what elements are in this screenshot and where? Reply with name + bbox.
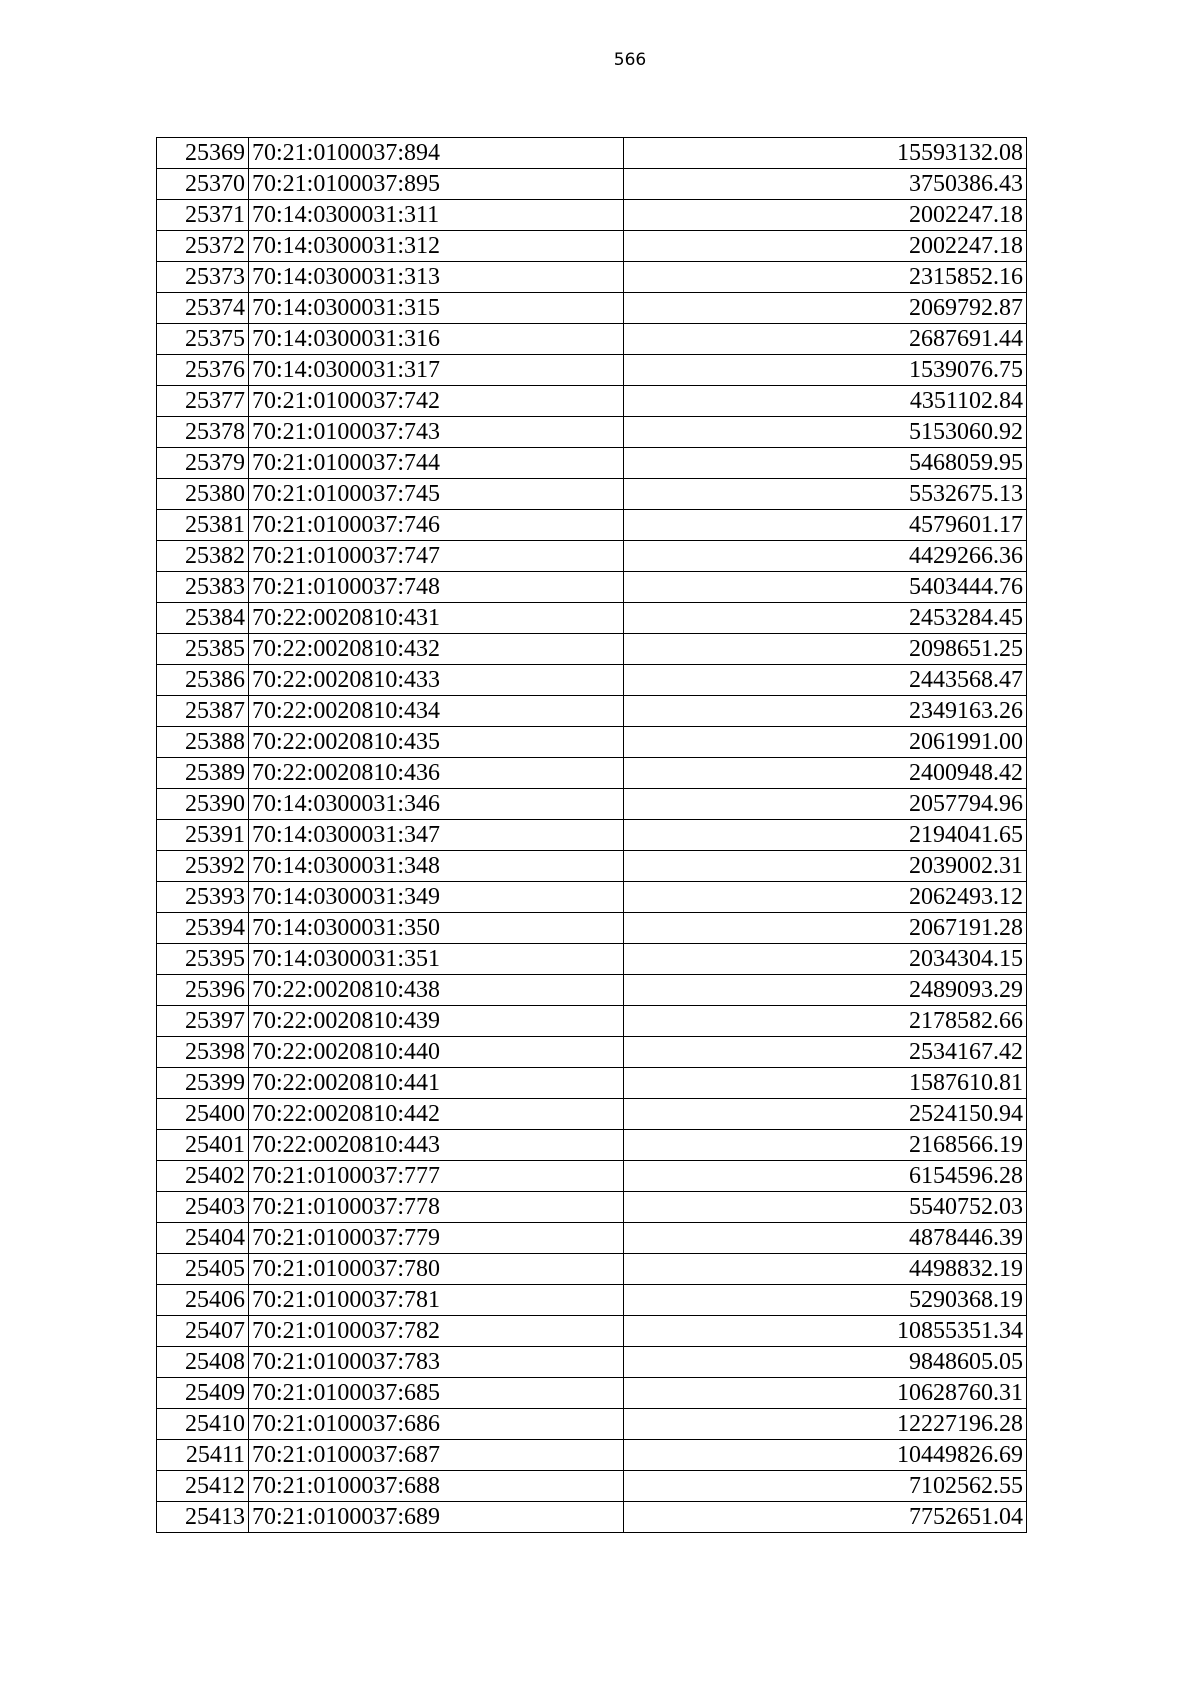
value-cell: 2168566.19 [624, 1130, 1027, 1161]
row-number-cell: 25399 [157, 1068, 249, 1099]
value-cell: 2069792.87 [624, 293, 1027, 324]
table-row [157, 1099, 1027, 1130]
value-cell: 5153060.92 [624, 417, 1027, 448]
table-row [157, 1161, 1027, 1192]
cadastral-number-cell: 70:21:0100037:783 [249, 1347, 624, 1378]
row-number-cell: 25408 [157, 1347, 249, 1378]
row-number-cell: 25387 [157, 696, 249, 727]
value-cell: 2062493.12 [624, 882, 1027, 913]
cadastral-number-cell: 70:21:0100037:743 [249, 417, 624, 448]
value-cell: 2524150.94 [624, 1099, 1027, 1130]
value-cell: 1539076.75 [624, 355, 1027, 386]
table-row [157, 417, 1027, 448]
value-cell: 2002247.18 [624, 200, 1027, 231]
row-number-cell: 25410 [157, 1409, 249, 1440]
row-number-cell: 25378 [157, 417, 249, 448]
table-row [157, 231, 1027, 262]
row-number-cell: 25394 [157, 913, 249, 944]
page-number: 566 [613, 50, 647, 70]
value-cell: 5290368.19 [624, 1285, 1027, 1316]
value-cell: 2039002.31 [624, 851, 1027, 882]
value-cell: 2098651.25 [624, 634, 1027, 665]
row-number-cell: 25373 [157, 262, 249, 293]
value-cell: 12227196.28 [624, 1409, 1027, 1440]
value-cell: 2034304.15 [624, 944, 1027, 975]
value-cell: 4498832.19 [624, 1254, 1027, 1285]
row-number-cell: 25374 [157, 293, 249, 324]
table-row [157, 355, 1027, 386]
value-cell: 2453284.45 [624, 603, 1027, 634]
table-row [157, 758, 1027, 789]
value-cell: 2002247.18 [624, 231, 1027, 262]
row-number-cell: 25393 [157, 882, 249, 913]
cadastral-number-cell: 70:21:0100037:894 [249, 138, 624, 169]
row-number-cell: 25402 [157, 1161, 249, 1192]
cadastral-number-cell: 70:14:0300031:348 [249, 851, 624, 882]
cadastral-number-cell: 70:21:0100037:781 [249, 1285, 624, 1316]
value-cell: 2061991.00 [624, 727, 1027, 758]
value-cell: 1587610.81 [624, 1068, 1027, 1099]
row-number-cell: 25388 [157, 727, 249, 758]
value-cell: 7752651.04 [624, 1502, 1027, 1533]
table-row [157, 1378, 1027, 1409]
row-number-cell: 25384 [157, 603, 249, 634]
table-row [157, 820, 1027, 851]
table-row [157, 510, 1027, 541]
table-row [157, 634, 1027, 665]
cadastral-number-cell: 70:14:0300031:315 [249, 293, 624, 324]
cadastral-number-cell: 70:21:0100037:746 [249, 510, 624, 541]
table-row [157, 200, 1027, 231]
row-number-cell: 25403 [157, 1192, 249, 1223]
table-row [157, 696, 1027, 727]
cadastral-number-cell: 70:21:0100037:742 [249, 386, 624, 417]
row-number-cell: 25375 [157, 324, 249, 355]
cadastral-number-cell: 70:14:0300031:346 [249, 789, 624, 820]
row-number-cell: 25396 [157, 975, 249, 1006]
cadastral-number-cell: 70:21:0100037:779 [249, 1223, 624, 1254]
value-cell: 5532675.13 [624, 479, 1027, 510]
table-row [157, 882, 1027, 913]
value-cell: 4351102.84 [624, 386, 1027, 417]
table-row [157, 541, 1027, 572]
table-row [157, 293, 1027, 324]
cadastral-number-cell: 70:21:0100037:685 [249, 1378, 624, 1409]
cadastral-number-cell: 70:22:0020810:442 [249, 1099, 624, 1130]
table-row [157, 1037, 1027, 1068]
row-number-cell: 25413 [157, 1502, 249, 1533]
table-row [157, 1223, 1027, 1254]
value-cell: 10628760.31 [624, 1378, 1027, 1409]
cadastral-number-cell: 70:22:0020810:440 [249, 1037, 624, 1068]
row-number-cell: 25382 [157, 541, 249, 572]
cadastral-number-cell: 70:21:0100037:747 [249, 541, 624, 572]
cadastral-number-cell: 70:21:0100037:748 [249, 572, 624, 603]
table-row [157, 1347, 1027, 1378]
cadastral-number-cell: 70:14:0300031:350 [249, 913, 624, 944]
value-cell: 10855351.34 [624, 1316, 1027, 1347]
row-number-cell: 25401 [157, 1130, 249, 1161]
value-cell: 5403444.76 [624, 572, 1027, 603]
cadastral-number-cell: 70:14:0300031:347 [249, 820, 624, 851]
value-cell: 2178582.66 [624, 1006, 1027, 1037]
cadastral-number-cell: 70:14:0300031:316 [249, 324, 624, 355]
row-number-cell: 25404 [157, 1223, 249, 1254]
table-row [157, 1316, 1027, 1347]
row-number-cell: 25398 [157, 1037, 249, 1068]
table-row [157, 665, 1027, 696]
cadastral-number-cell: 70:14:0300031:311 [249, 200, 624, 231]
value-cell: 2489093.29 [624, 975, 1027, 1006]
row-number-cell: 25407 [157, 1316, 249, 1347]
table-row [157, 603, 1027, 634]
row-number-cell: 25405 [157, 1254, 249, 1285]
cadastral-number-cell: 70:21:0100037:895 [249, 169, 624, 200]
table-row [157, 1254, 1027, 1285]
cadastral-number-cell: 70:22:0020810:431 [249, 603, 624, 634]
table-row [157, 448, 1027, 479]
cadastral-number-cell: 70:21:0100037:687 [249, 1440, 624, 1471]
cadastral-number-cell: 70:21:0100037:744 [249, 448, 624, 479]
table-row [157, 169, 1027, 200]
cadastral-number-cell: 70:22:0020810:438 [249, 975, 624, 1006]
row-number-cell: 25392 [157, 851, 249, 882]
row-number-cell: 25376 [157, 355, 249, 386]
table-row [157, 851, 1027, 882]
cadastral-number-cell: 70:21:0100037:689 [249, 1502, 624, 1533]
row-number-cell: 25412 [157, 1471, 249, 1502]
cadastral-number-cell: 70:22:0020810:433 [249, 665, 624, 696]
row-number-cell: 25386 [157, 665, 249, 696]
cadastral-number-cell: 70:22:0020810:434 [249, 696, 624, 727]
value-cell: 2067191.28 [624, 913, 1027, 944]
table-row [157, 572, 1027, 603]
table-row [157, 1502, 1027, 1533]
row-number-cell: 25380 [157, 479, 249, 510]
table-row [157, 1471, 1027, 1502]
row-number-cell: 25411 [157, 1440, 249, 1471]
table-row [157, 1130, 1027, 1161]
cadastral-number-cell: 70:14:0300031:317 [249, 355, 624, 386]
row-number-cell: 25379 [157, 448, 249, 479]
cadastral-value-table [156, 137, 1027, 1533]
row-number-cell: 25371 [157, 200, 249, 231]
row-number-cell: 25381 [157, 510, 249, 541]
cadastral-number-cell: 70:22:0020810:432 [249, 634, 624, 665]
table-row [157, 1285, 1027, 1316]
cadastral-number-cell: 70:22:0020810:443 [249, 1130, 624, 1161]
cadastral-number-cell: 70:14:0300031:312 [249, 231, 624, 262]
value-cell: 2687691.44 [624, 324, 1027, 355]
cadastral-number-cell: 70:22:0020810:435 [249, 727, 624, 758]
row-number-cell: 25377 [157, 386, 249, 417]
value-cell: 15593132.08 [624, 138, 1027, 169]
table-row [157, 479, 1027, 510]
row-number-cell: 25390 [157, 789, 249, 820]
row-number-cell: 25385 [157, 634, 249, 665]
row-number-cell: 25397 [157, 1006, 249, 1037]
row-number-cell: 25369 [157, 138, 249, 169]
row-number-cell: 25372 [157, 231, 249, 262]
table-row [157, 975, 1027, 1006]
value-cell: 6154596.28 [624, 1161, 1027, 1192]
table-row [157, 1409, 1027, 1440]
cadastral-number-cell: 70:22:0020810:439 [249, 1006, 624, 1037]
cadastral-number-cell: 70:14:0300031:351 [249, 944, 624, 975]
table-row [157, 324, 1027, 355]
row-number-cell: 25400 [157, 1099, 249, 1130]
value-cell: 7102562.55 [624, 1471, 1027, 1502]
row-number-cell: 25391 [157, 820, 249, 851]
value-cell: 4579601.17 [624, 510, 1027, 541]
cadastral-number-cell: 70:21:0100037:777 [249, 1161, 624, 1192]
value-cell: 4878446.39 [624, 1223, 1027, 1254]
cadastral-number-cell: 70:21:0100037:782 [249, 1316, 624, 1347]
row-number-cell: 25383 [157, 572, 249, 603]
table-row [157, 1006, 1027, 1037]
value-cell: 2349163.26 [624, 696, 1027, 727]
cadastral-number-cell: 70:21:0100037:745 [249, 479, 624, 510]
value-cell: 5468059.95 [624, 448, 1027, 479]
row-number-cell: 25409 [157, 1378, 249, 1409]
row-number-cell: 25370 [157, 169, 249, 200]
cadastral-number-cell: 70:21:0100037:686 [249, 1409, 624, 1440]
value-cell: 2315852.16 [624, 262, 1027, 293]
table-body [157, 138, 1027, 1533]
row-number-cell: 25395 [157, 944, 249, 975]
value-cell: 2057794.96 [624, 789, 1027, 820]
value-cell: 5540752.03 [624, 1192, 1027, 1223]
cadastral-number-cell: 70:14:0300031:313 [249, 262, 624, 293]
row-number-cell: 25389 [157, 758, 249, 789]
cadastral-number-cell: 70:21:0100037:688 [249, 1471, 624, 1502]
cadastral-number-cell: 70:21:0100037:778 [249, 1192, 624, 1223]
table-row [157, 789, 1027, 820]
table-row [157, 1440, 1027, 1471]
table-row [157, 1068, 1027, 1099]
value-cell: 2194041.65 [624, 820, 1027, 851]
cadastral-number-cell: 70:14:0300031:349 [249, 882, 624, 913]
table-row [157, 262, 1027, 293]
table-row [157, 138, 1027, 169]
table-row [157, 1192, 1027, 1223]
table-row [157, 386, 1027, 417]
table-row [157, 944, 1027, 975]
value-cell: 9848605.05 [624, 1347, 1027, 1378]
value-cell: 2443568.47 [624, 665, 1027, 696]
table-row [157, 727, 1027, 758]
cadastral-number-cell: 70:22:0020810:441 [249, 1068, 624, 1099]
value-cell: 3750386.43 [624, 169, 1027, 200]
row-number-cell: 25406 [157, 1285, 249, 1316]
value-cell: 2400948.42 [624, 758, 1027, 789]
cadastral-number-cell: 70:22:0020810:436 [249, 758, 624, 789]
value-cell: 10449826.69 [624, 1440, 1027, 1471]
table-row [157, 913, 1027, 944]
value-cell: 2534167.42 [624, 1037, 1027, 1068]
cadastral-number-cell: 70:21:0100037:780 [249, 1254, 624, 1285]
value-cell: 4429266.36 [624, 541, 1027, 572]
